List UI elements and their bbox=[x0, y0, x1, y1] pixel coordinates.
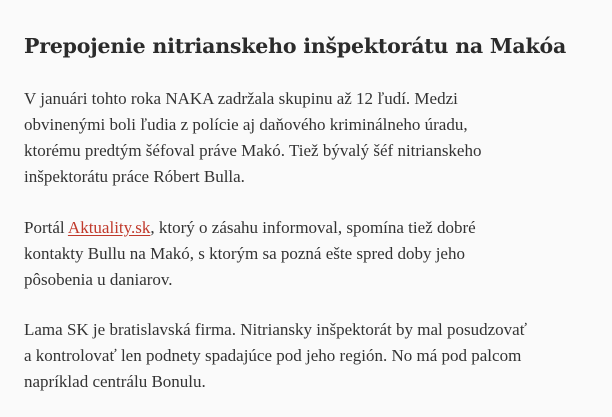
paragraph-3 bbox=[24, 317, 596, 395]
paragraph-1-line-3: ktorému predtým šéfoval práve Makó. Tiež bývalý šéf nitrianskeho bbox=[24, 141, 482, 160]
paragraph-1-line-4: inšpektorátu práce Róbert Bulla. bbox=[24, 167, 245, 186]
article-body bbox=[24, 0, 596, 395]
paragraph-1-line-2: obvinenými boli ľudia z polície aj daňového kriminálneho úradu, bbox=[24, 115, 468, 134]
section-heading: Prepojenie nitrianskeho inšpektorátu na Makóa bbox=[24, 34, 567, 58]
aktuality-link[interactable]: Aktuality.sk bbox=[67, 218, 151, 237]
paragraph-3-line-1: Lama SK je bratislavská firma. Nitriansky inšpektorát by mal posudzovať bbox=[24, 320, 527, 339]
paragraph-3-line-2: a kontrolovať len podnety spadajúce pod jeho región. No má pod palcom bbox=[24, 346, 522, 365]
paragraph-2-text-before-link: Portál bbox=[24, 218, 68, 237]
paragraph-2-text-after-link: , ktorý o zásahu informoval, spomína tiež dobré bbox=[150, 218, 476, 237]
paragraph-2-line-1 bbox=[24, 215, 596, 241]
paragraph-2-line-2: kontakty Bullu na Makó, s ktorým sa pozná ešte spred doby jeho bbox=[24, 244, 465, 263]
paragraph-2 bbox=[24, 215, 596, 293]
paragraph-1 bbox=[24, 86, 596, 190]
paragraph-3-line-3: napríklad centrálu Bonulu. bbox=[24, 372, 206, 391]
paragraph-2-line-3: pôsobenia u daniarov. bbox=[24, 270, 173, 289]
paragraph-1-line-1: V januári tohto roka NAKA zadržala skupinu až 12 ľudí. Medzi bbox=[24, 89, 458, 108]
